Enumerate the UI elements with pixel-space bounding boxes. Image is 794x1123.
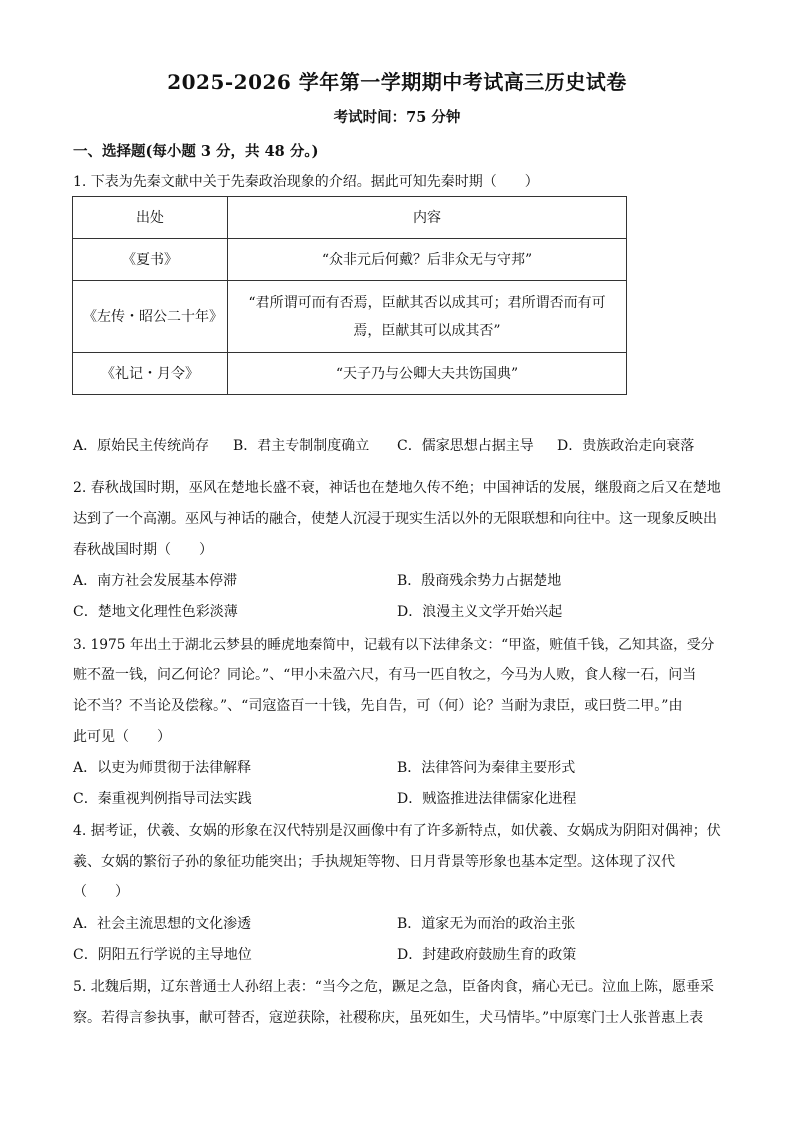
question-2-line: 春秋战国时期（ ）: [73, 542, 213, 558]
question-4-line: 4. 据考证，伏羲、女娲的形象在汉代特别是汉画像中有了许多新特点，如伏羲、女娲成为阴阳对偶神；伏: [73, 823, 721, 839]
table-row: [73, 239, 627, 281]
q2-option-a[interactable]: A．南方社会发展基本停滞: [73, 573, 238, 589]
question-5-line: 5. 北魏后期，辽东普通士人孙绍上表：“当今之危，蹶足之急，臣备肉食，痛心无已。泣血上陈，愿垂采: [73, 979, 714, 995]
q1-option-c[interactable]: C．儒家思想占据主导: [397, 438, 534, 454]
q3-option-b[interactable]: B．法律答问为秦律主要形式: [397, 760, 576, 776]
section-heading: 一、选择题(每小题 3 分，共 48 分。): [73, 143, 319, 160]
q1-option-d[interactable]: D．贵族政治走向衰落: [557, 438, 695, 454]
question-3-line: 此可见（ ）: [73, 729, 171, 745]
table-header-source: 出处: [73, 197, 228, 239]
table-cell-content: “天子乃与公卿大夫共饬国典”: [228, 353, 627, 395]
q4-option-b[interactable]: B．道家无为而治的政治主张: [397, 916, 576, 932]
table-header-row: [73, 197, 627, 239]
table-cell-source: 《礼记・月令》: [73, 353, 228, 395]
question-3-line: 3. 1975 年出土于湖北云梦县的睡虎地秦简中，记载有以下法律条文：“甲盗，赃值千钱，乙知其盗，受分: [73, 637, 715, 653]
exam-title: 2025-2026 学年第一学期期中考试高三历史试卷: [167, 70, 627, 94]
q2-option-b[interactable]: B．殷商残余势力占据楚地: [397, 573, 562, 589]
q3-option-a[interactable]: A．以吏为师贯彻于法律解释: [73, 760, 252, 776]
question-4-line: （ ）: [73, 884, 129, 900]
table-cell-content-line: “君所谓可而有否焉，臣献其否以成其可；君所谓否而有可: [248, 294, 606, 311]
table-cell-source: 《夏书》: [73, 239, 228, 281]
table-cell-content: “众非元后何戴？后非众无与守邦”: [228, 239, 627, 281]
table-header-content: 内容: [228, 197, 627, 239]
table-cell-source: 《左传・昭公二十年》: [73, 281, 228, 353]
q3-option-c[interactable]: C．秦重视判例指导司法实践: [73, 791, 252, 807]
question-2-line: 达到了一个高潮。巫风与神话的融合，使楚人沉浸于现实生活以外的无限联想和向往中。这一现象反映出: [73, 511, 717, 527]
question-1-table: [72, 196, 627, 395]
q3-option-d[interactable]: D．贼盗推进法律儒家化进程: [397, 791, 577, 807]
question-2-line: 2. 春秋战国时期，巫风在楚地长盛不衰，神话也在楚地久传不绝；中国神话的发展，继殷商之后又在楚地: [73, 480, 721, 496]
q4-option-d[interactable]: D．封建政府鼓励生育的政策: [397, 947, 577, 963]
table-cell-content: [228, 281, 627, 353]
q2-option-d[interactable]: D．浪漫主义文学开始兴起: [397, 604, 563, 620]
q4-option-c[interactable]: C．阴阳五行学说的主导地位: [73, 947, 252, 963]
question-3-line: 赃不盈一钱，问乙何论？同论。”、“甲小未盈六尺，有马一匹自牧之，今马为人败，食人稼一石，问当: [73, 667, 697, 683]
question-4-line: 羲、女娲的繁衍子孙的象征功能突出；手执规矩等物、日月背景等形象也基本定型。这体现了汉代: [73, 854, 675, 870]
table-cell-content-line: 焉，臣献其可以成其否”: [353, 322, 501, 339]
table-row: [73, 281, 627, 353]
question-5-line: 察。若得言参执事，献可替否，寇逆获除，社稷称庆，虽死如生，犬马情毕。”中原寒门士人张普惠上表: [73, 1010, 704, 1026]
q4-option-a[interactable]: A．社会主流思想的文化渗透: [73, 916, 252, 932]
question-3-line: 论不当？不当论及偿稼。”、“司寇盗百一十钱，先自告，可（何）论？当耐为隶臣，或曰赀二甲。”由: [73, 698, 683, 714]
q1-option-b[interactable]: B．君主专制制度确立: [233, 438, 370, 454]
question-1-stem: 1. 下表为先秦文献中关于先秦政治现象的介绍。据此可知先秦时期（ ）: [73, 174, 539, 190]
exam-time: 考试时间：75 分钟: [333, 109, 461, 126]
table-row: [73, 353, 627, 395]
q1-option-a[interactable]: A．原始民主传统尚存: [73, 438, 210, 454]
q2-option-c[interactable]: C．楚地文化理性色彩淡薄: [73, 604, 238, 620]
